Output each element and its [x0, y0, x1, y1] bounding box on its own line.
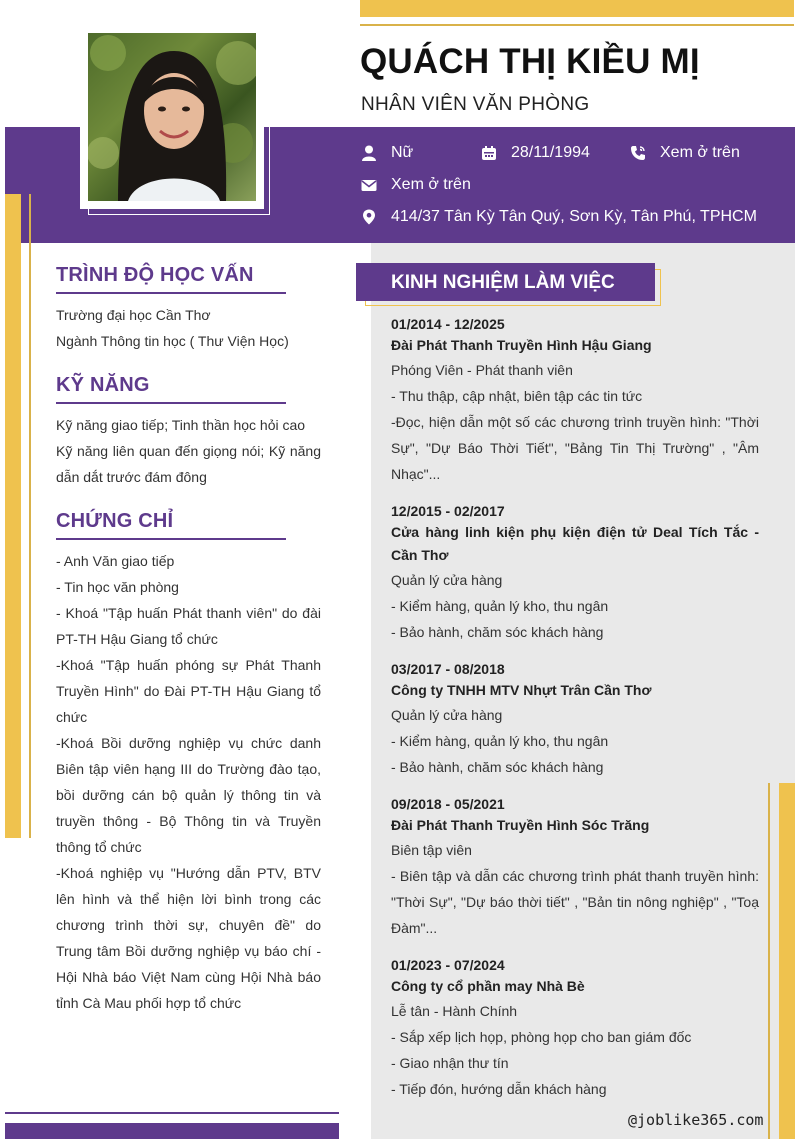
email-value: Xem ở trên	[391, 176, 471, 193]
job-company: Cửa hàng linh kiện phụ kiện điện tử Deal Tích Tắc - Cần Thơ	[391, 524, 759, 563]
job-company: Công ty cổ phần may Nhà Bè	[391, 978, 585, 994]
map-pin-icon	[361, 209, 377, 225]
job-role: Phóng Viên - Phát thanh viên	[391, 362, 573, 378]
left-column	[56, 264, 321, 1036]
job-role: Lễ tân - Hành Chính	[391, 1003, 518, 1019]
job-detail: - Sắp xếp lịch họp, phòng họp cho ban giám đốc	[391, 1029, 692, 1045]
job-company: Đài Phát Thanh Truyền Hình Hậu Giang	[391, 337, 652, 353]
envelope-icon	[361, 177, 377, 193]
job-company: Đài Phát Thanh Truyền Hình Sóc Trăng	[391, 817, 650, 833]
skills-title: KỸ NĂNG	[56, 374, 286, 404]
calendar-icon	[481, 145, 497, 161]
address-value: 414/37 Tân Kỳ Tân Quý, Sơn Kỳ, Tân Phú, TPHCM	[391, 208, 757, 225]
left-accent-line	[29, 194, 31, 838]
skill-line: Kỹ năng giao tiếp; Tinh thần học hỏi cao	[56, 417, 306, 433]
watermark: @joblike365.com	[628, 1111, 764, 1129]
job-detail: - Kiểm hàng, quản lý kho, thu ngân	[391, 733, 609, 749]
job-detail: - Thu thập, cập nhật, biên tập các tin tức	[391, 388, 643, 404]
left-accent-bar	[5, 194, 21, 838]
job-detail: - Giao nhận thư tín	[391, 1055, 509, 1071]
job-date: 12/2015 - 02/2017	[391, 503, 505, 519]
contact-birthdate	[481, 144, 590, 162]
certificate-line: -Khoá Bồi dưỡng nghiệp vụ chức danh Biên tập viên hạng III do Trường đào tạo, bồi dưỡng cán bộ quản lý thông tin và truyền thông - Bộ Thông tin và Truyền thông tổ chức	[56, 735, 321, 855]
job-entry	[391, 955, 759, 1102]
candidate-job-title: NHÂN VIÊN VĂN PHÒNG	[361, 94, 590, 115]
certificates-title: CHỨNG CHỈ	[56, 510, 286, 540]
bottom-accent-bar	[5, 1123, 339, 1139]
profile-photo	[88, 33, 256, 201]
phone-value: Xem ở trên	[660, 144, 740, 161]
contact-gender	[361, 144, 413, 162]
contact-address	[361, 208, 757, 226]
job-date: 01/2014 - 12/2025	[391, 316, 505, 332]
job-date: 09/2018 - 05/2021	[391, 796, 505, 812]
user-icon	[361, 145, 377, 161]
job-role: Quản lý cửa hàng	[391, 707, 503, 723]
job-company: Công ty TNHH MTV Nhựt Trân Cần Thơ	[391, 682, 652, 698]
job-detail: - Bảo hành, chăm sóc khách hàng	[391, 624, 604, 640]
skills-section	[56, 374, 321, 490]
contact-phone	[630, 144, 740, 162]
education-line: Ngành Thông tin học ( Thư Viện Học)	[56, 333, 289, 349]
job-entry	[391, 794, 759, 941]
experience-title: KINH NGHIỆM LÀM VIỆC	[391, 272, 615, 293]
candidate-name: QUÁCH THỊ KIỀU MỊ	[360, 42, 700, 81]
contact-email	[361, 176, 471, 194]
certificate-line: -Khoá nghiệp vụ "Hướng dẫn PTV, BTV lên hình và thể hiện lời bình trong các chương trình thời sự, chuyên đề" do Trung tâm Bồi dưỡng nghiệp vụ báo chí - Hội Nhà báo Việt Nam cùng Hội Nhà báo tỉnh Cà Mau phối hợp tổ chức	[56, 865, 321, 1011]
job-detail: - Biên tập và dẫn các chương trình phát thanh truyền hình: "Thời Sự", "Dự báo thời tiết" , "Bản tin nông nghiệp" , "Toạ Đàm"...	[391, 868, 759, 936]
job-entry	[391, 501, 759, 645]
certificates-section	[56, 510, 321, 1016]
job-role: Biên tập viên	[391, 842, 472, 858]
certificate-line: - Tin học văn phòng	[56, 579, 179, 595]
certificate-line: -Khoá "Tập huấn phóng sự Phát Thanh Truyền Hình" do Đài PT-TH Hậu Giang tổ chức	[56, 657, 321, 725]
experience-list	[391, 314, 759, 1116]
top-accent-bar	[360, 0, 794, 17]
job-detail: - Bảo hành, chăm sóc khách hàng	[391, 759, 604, 775]
job-entry	[391, 314, 759, 487]
job-detail: -Đọc, hiện dẫn một số các chương trình truyền hình: "Thời Sự", "Dự Báo Thời Tiết", "Bảng Tin Thị Trường" , "Âm Nhạc"...	[391, 414, 759, 482]
right-accent-bar	[779, 783, 795, 1139]
right-accent-line	[768, 783, 770, 1139]
bottom-accent-line	[5, 1112, 339, 1114]
certificate-line: - Anh Văn giao tiếp	[56, 553, 175, 569]
job-detail: - Kiểm hàng, quản lý kho, thu ngân	[391, 598, 609, 614]
job-detail: - Tiếp đón, hướng dẫn khách hàng	[391, 1081, 607, 1097]
gender-value: Nữ	[391, 144, 414, 161]
job-date: 03/2017 - 08/2018	[391, 661, 505, 677]
certificate-line: - Khoá "Tập huấn Phát thanh viên" do đài PT-TH Hậu Giang tổ chức	[56, 605, 321, 647]
job-date: 01/2023 - 07/2024	[391, 957, 505, 973]
job-role: Quản lý cửa hàng	[391, 572, 503, 588]
education-title: TRÌNH ĐỘ HỌC VẤN	[56, 264, 286, 294]
top-accent-line	[360, 24, 794, 26]
education-line: Trường đại học Cần Thơ	[56, 307, 211, 323]
job-entry	[391, 659, 759, 780]
birthdate-value: 28/11/1994	[511, 144, 590, 161]
education-section	[56, 264, 321, 354]
phone-icon	[630, 145, 646, 161]
skill-line: Kỹ năng liên quan đến giọng nói; Kỹ năng dẫn dắt trước đám đông	[56, 443, 321, 485]
